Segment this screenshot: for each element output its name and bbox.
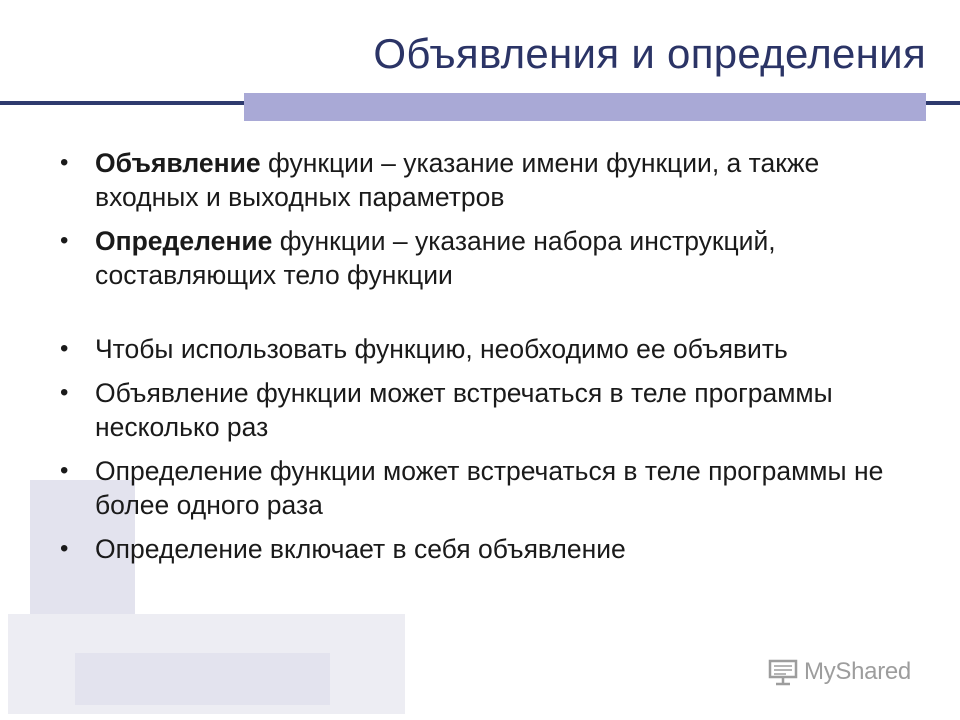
title-accent-bar — [244, 93, 926, 121]
bullet-text: функции – указание набора инструкций, составляющих тело функции — [95, 226, 776, 290]
bullet-dot-icon: • — [60, 149, 69, 176]
slide-title: Объявления и определения — [373, 30, 926, 77]
bullet-text: функции – указание имени функции, а также входных и выходных параметров — [95, 148, 820, 212]
bullet-item — [60, 376, 920, 444]
myshared-watermark — [768, 656, 911, 688]
bullet-dot-icon: • — [60, 227, 69, 254]
bullet-item — [60, 532, 920, 566]
bullet-dot-icon: • — [60, 335, 69, 362]
bullet-item — [60, 224, 920, 292]
bullet-bold-term: Объявление — [95, 148, 261, 178]
bullet-item — [60, 332, 920, 366]
bullet-text: Определение функции может встречаться в теле программы не более одного раза — [95, 456, 884, 520]
bullet-list — [60, 146, 920, 576]
presentation-screen-icon — [768, 658, 798, 686]
bullet-text: Чтобы использовать функцию, необходимо ее объявить — [95, 334, 788, 364]
bullet-text: Определение включает в себя объявление — [95, 534, 626, 564]
bullet-dot-icon: • — [60, 535, 69, 562]
decorative-block — [75, 653, 330, 705]
watermark-text: MyShared — [804, 658, 911, 685]
bullet-item — [60, 454, 920, 522]
bullet-dot-icon: • — [60, 379, 69, 406]
bullet-text: Объявление функции может встречаться в теле программы несколько раз — [95, 378, 833, 442]
bullet-item — [60, 146, 920, 214]
bullet-dot-icon: • — [60, 457, 69, 484]
bullet-bold-term: Определение — [95, 226, 273, 256]
